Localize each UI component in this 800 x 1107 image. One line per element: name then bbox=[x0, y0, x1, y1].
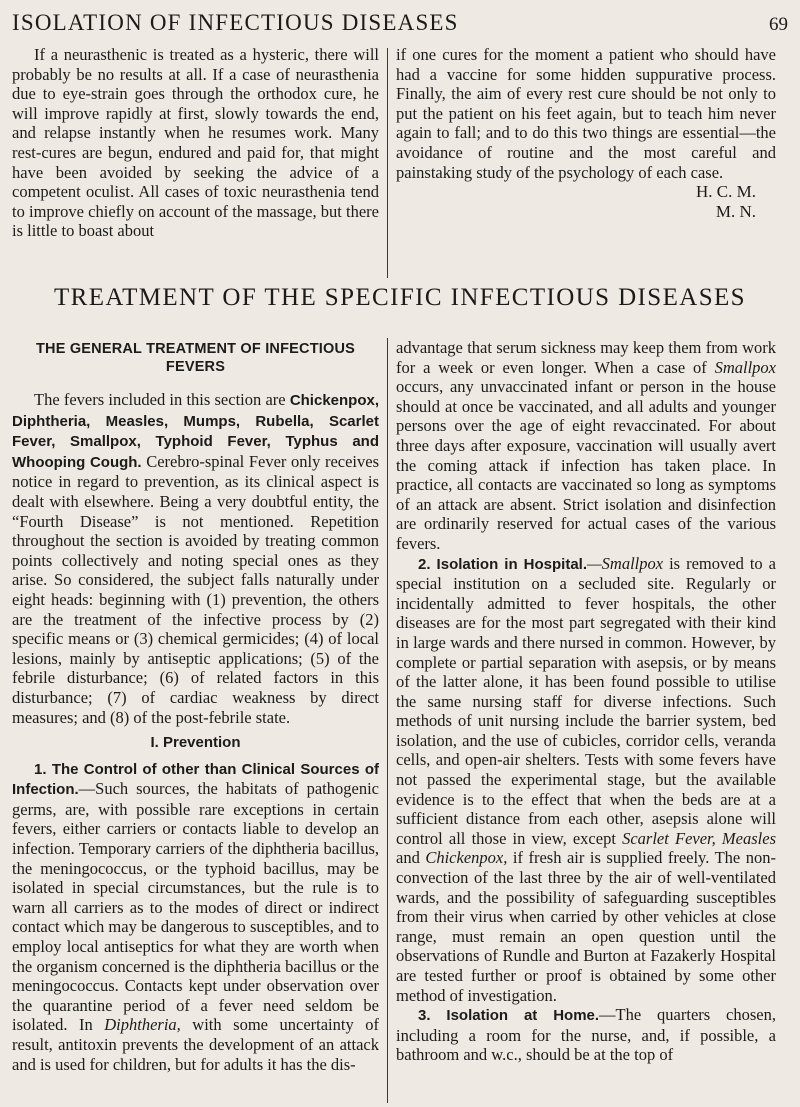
paragraph-2-scarlet-measles: Scarlet Fever, Measles bbox=[622, 828, 777, 848]
column-divider-bottom bbox=[387, 338, 388, 1103]
disease-list: Chickenpox, Diphtheria, Measles, Mumps, Rubella, Scarlet Fever, Smallpox, Typhoid Fever, Typhus and Whooping Cough. bbox=[12, 392, 379, 471]
paragraph-rest-cure: if one cures for the moment a patient who should have had a vaccine for some hidden suppurative process. Finally, the aim of every rest cure should be not only to put the patient on his feet again, but to teach him never again to fall; and to do this two things are essential—the avoidance of routine and the most careful and painstaking study of the psychology of each case. bbox=[396, 45, 776, 182]
paragraph-serum-sickness bbox=[396, 338, 776, 554]
right-text-b: occurs, any unvaccinated infant or person in the house should at once be vaccinated, and all adults and younger persons over the age of eight revaccinated. For about three days after exposure, vaccination will usually avert the coming attack if infection has taken place. In practice, all contacts are vaccinated so long as symptoms of an attack are absent. Strict isolation and disinfection are ordinarily reserved for actual cases of the various fevers. bbox=[396, 377, 776, 553]
paragraph-1-text-a: —Such sources, the habitats of pathogenic germs, are, with possible rare exceptions in certain fevers, either carriers or contacts liable to develop an infection. Temporary carriers of the diphtheria bacillus, the meningococcus, or the typhoid bacillus, may be isolated in special circumstances, but the rule is to warn all carriers as to the modes of direct or indirect contact which may be dangerous to susceptibles, and to employ local antiseptics for what they are worth when the organism concerned is the diphtheria bacillus or the meningococcus. Contacts kept under observation over the quarantine period of a fever need seldom be isolated. In bbox=[12, 779, 379, 1035]
page-header bbox=[0, 10, 800, 40]
signature-initials-1: H. C. M. bbox=[696, 182, 756, 202]
right-text-a: advantage that serum sickness may keep them from work for a week or even longer. When a case of bbox=[396, 338, 776, 377]
right-smallpox: Smallpox bbox=[714, 357, 776, 377]
article-title: THE GENERAL TREATMENT OF INFECTIOUS FEVERS bbox=[35, 341, 356, 375]
paragraph-control-sources bbox=[12, 759, 379, 1075]
paragraph-2-text-b: if fresh air is supplied freely. The non-convection of the last three by the air of well-ventilated wards, and the possibility of safeguarding susceptibles from their virus when carried by other vehicles at close range, must remain an open question until the observations of Rundle and Burton at Fazakerly Hospital are tested further or proof is obtained by some other method of investigation. bbox=[396, 848, 776, 1005]
running-title: ISOLATION OF INFECTIOUS DISEASES bbox=[12, 10, 459, 35]
paragraph-2-heading: 2. Isolation in Hospital. bbox=[418, 555, 587, 573]
bottom-right-column bbox=[396, 338, 776, 1065]
paragraph-neurasthenia: If a neurasthenic is treated as a hysteric, there will probably be no results at all. If a case of neurasthenia due to eye-strain goes through the orthodox cure, he will improve rapidly at first, slowly towards the end, and relapse instantly when he resumes work. Many rest-cures are begun, endured and paid for, that might have been avoided by seeking the advice of a competent oculist. All cases of toxic neurasthenia tend to improve chiefly on account of the massage, but there is little to boast about bbox=[12, 45, 379, 241]
column-divider-top bbox=[387, 48, 388, 278]
paragraph-3-heading: 3. Isolation at Home. bbox=[418, 1007, 600, 1025]
page-number: 69 bbox=[769, 14, 788, 35]
paragraph-isolation-hospital bbox=[396, 554, 776, 1006]
paragraph-intro bbox=[12, 390, 379, 727]
top-left-column bbox=[12, 45, 379, 241]
paragraph-2-chickenpox: Chickenpox, bbox=[425, 848, 508, 868]
paragraph-2-and: and bbox=[396, 848, 426, 868]
paragraph-isolation-home bbox=[396, 1005, 776, 1065]
signature-initials-2: M. N. bbox=[715, 202, 756, 222]
paragraph-1-diphtheria: Diphtheria, bbox=[104, 1015, 181, 1035]
section-title: TREATMENT OF THE SPECIFIC INFECTIOUS DISEASES bbox=[53, 284, 746, 311]
paragraph-3-text: —The quarters chosen, including a room for the nurse, and, if possible, a bathroom and w.c., should be at the top of bbox=[396, 1005, 776, 1065]
paragraph-2-smallpox: —Smallpox bbox=[587, 553, 664, 573]
bottom-left-column bbox=[12, 338, 379, 1074]
paragraph-1-heading: 1. The Control of other than Clinical Sources of Infection. bbox=[12, 760, 379, 799]
top-right-column bbox=[396, 45, 776, 222]
intro-text-a: The fevers included in this section are bbox=[34, 390, 290, 409]
paragraph-2-text-a: is removed to a special institution on a secluded site. Regularly or incidentally admitted to fever hospitals, the other diseases are for the most part segregated with their kind in large wards and there nursed in common. However, by complete or partial separation with asepsis, or by means of the latter alone, it has been found possible to utilise the same nursing staff for diverse infections. Such methods of unit nursing include the barrier system, bed isolation, and the use of cubicles, corridor cells, veranda cells, and open-air shelters. Tests with some fevers have not passed the experimental stage, but the available evidence is to the effect that when the beds are at a sufficient distance from each other, asepsis alone will control all those in view, except bbox=[396, 553, 777, 848]
intro-text-b: Cerebro-spinal Fever only receives notice in regard to prevention, as its clinical aspect is dealt with elsewhere. Being a very doubtful entity, the “Fourth Disease” is not mentioned. Repetition throughout the section is avoided by treating common points collectively and noting special ones as they arise. So considered, the subject falls naturally under eight heads: beginning with (1) prevention, the others are the treatment of the infective process by (2) specific means or (3) chemical germicides; (4) of local lesions, mainly by antiseptic applications; (5) of the febrile disturbance; (6) of related factors in this disturbance; (7) of cardiac weakness by direct measures; and (8) of the post-febrile state. bbox=[12, 451, 379, 727]
subhead-prevention: I. Prevention bbox=[150, 734, 241, 752]
paragraph-1-text-b: with some uncertainty of result, antitoxin prevents the development of an attack and is used for children, but for adults it has the dis- bbox=[12, 1015, 379, 1074]
